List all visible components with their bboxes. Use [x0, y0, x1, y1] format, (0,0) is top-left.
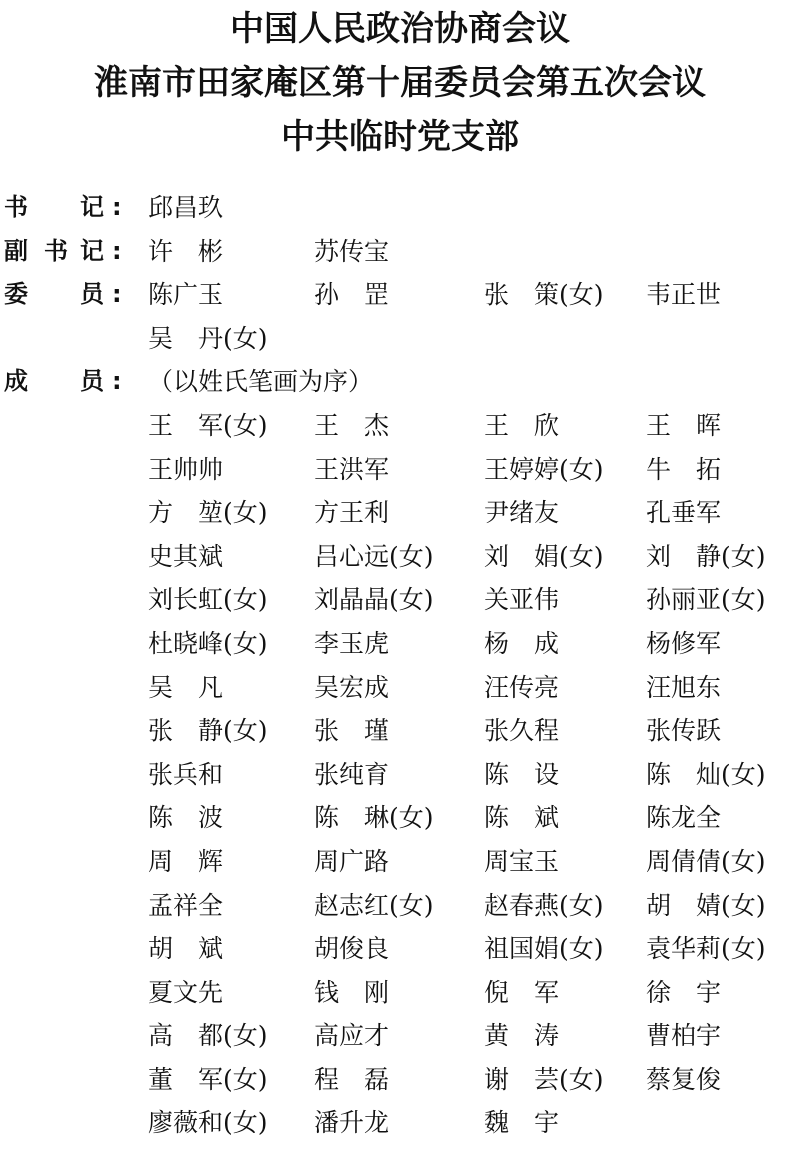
member-name: 孙 罡	[314, 280, 390, 310]
member-name: 陈 设	[484, 759, 560, 789]
member-name: 胡 斌	[148, 934, 224, 964]
member-name: 陈 斌	[484, 803, 560, 833]
members-row	[0, 884, 800, 928]
member-name: 孟祥全	[148, 890, 224, 920]
member-name: 赵春燕(女)	[484, 890, 604, 920]
members-label-char: 员	[80, 367, 104, 396]
deputy-secretary-label-char: :	[112, 236, 122, 265]
member-name: 李玉虎	[314, 628, 390, 658]
members-order-note: （以姓氏笔画为序）	[148, 367, 374, 397]
member-name: 苏传宝	[314, 236, 390, 266]
committee-label-char: 委	[4, 280, 28, 309]
member-name: 关亚伟	[484, 585, 560, 615]
member-name: 许 彬	[148, 236, 224, 266]
member-name: 胡俊良	[314, 934, 390, 964]
member-name: 赵志红(女)	[314, 890, 434, 920]
member-name: 邱昌玖	[148, 193, 224, 222]
member-name: 周广路	[314, 846, 390, 876]
member-name: 杜晓峰(女)	[148, 628, 268, 658]
member-name: 张 瑾	[314, 716, 390, 746]
member-name: 祖国娟(女)	[484, 934, 604, 964]
member-name: 王帅帅	[148, 454, 224, 484]
member-name: 王婷婷(女)	[484, 454, 604, 484]
member-name: 尹绪友	[484, 498, 560, 528]
member-name: 徐 宇	[646, 977, 722, 1007]
member-name: 曹柏宇	[646, 1021, 722, 1051]
member-name: 孙丽亚(女)	[646, 585, 766, 615]
member-name: 汪旭东	[646, 672, 722, 702]
members-row	[0, 578, 800, 622]
member-name: 牛 拓	[646, 454, 722, 484]
member-name: 张传跃	[646, 716, 722, 746]
members-row	[0, 448, 800, 492]
secretary-label-char: :	[112, 193, 122, 221]
members-row	[0, 753, 800, 797]
committee-row	[0, 273, 800, 317]
deputy-secretary-label-char: 记	[80, 236, 104, 265]
member-name: 汪传亮	[484, 672, 560, 702]
member-name: 钱 刚	[314, 977, 390, 1007]
title-line-1: 中国人民政治协商会议	[230, 9, 570, 49]
roster-list	[0, 186, 800, 1145]
members-row	[0, 796, 800, 840]
member-name: 董 军(女)	[148, 1064, 268, 1094]
committee-row	[0, 317, 800, 361]
member-name: 陈 琳(女)	[314, 803, 434, 833]
member-name: 张久程	[484, 716, 560, 746]
committee-label-char: 员	[80, 280, 104, 309]
committee-label-char: :	[112, 280, 122, 309]
member-name: 王洪军	[314, 454, 390, 484]
members-row	[0, 1058, 800, 1102]
member-name: 胡 婧(女)	[646, 890, 766, 920]
member-name: 周倩倩(女)	[646, 846, 766, 876]
members-row	[0, 535, 800, 579]
member-name: 史其斌	[148, 541, 224, 571]
member-name: 程 磊	[314, 1064, 390, 1094]
secretary-label-char: 书	[4, 193, 28, 221]
member-name: 廖薇和(女)	[148, 1108, 268, 1138]
members-row	[0, 491, 800, 535]
member-name: 黄 涛	[484, 1021, 560, 1051]
member-name: 刘 静(女)	[646, 541, 766, 571]
members-row	[0, 622, 800, 666]
member-name: 高 都(女)	[148, 1021, 268, 1051]
member-name: 魏 宇	[484, 1108, 560, 1138]
member-name: 王 杰	[314, 410, 390, 440]
title-line-2: 淮南市田家庵区第十届委员会第五次会议	[94, 63, 706, 103]
member-name: 吕心远(女)	[314, 541, 434, 571]
member-name: 蔡复俊	[646, 1064, 722, 1094]
member-name: 王 军(女)	[148, 410, 268, 440]
member-name: 王 晖	[646, 410, 722, 440]
member-name: 陈龙全	[646, 803, 722, 833]
members-row	[0, 927, 800, 971]
members-row	[0, 360, 800, 404]
members-row	[0, 840, 800, 884]
member-name: 高应才	[314, 1021, 390, 1051]
secretary-label-char: 记	[80, 193, 104, 221]
deputy-secretary-label-char: 副	[4, 236, 28, 265]
member-name: 杨修军	[646, 628, 722, 658]
member-name: 张 静(女)	[148, 716, 268, 746]
member-name: 杨 成	[484, 628, 560, 658]
member-name: 方王利	[314, 498, 390, 528]
member-name: 刘长虹(女)	[148, 585, 268, 615]
members-label-char: :	[112, 367, 122, 396]
member-name: 王 欣	[484, 410, 560, 440]
member-name: 周 辉	[148, 846, 224, 876]
member-name: 吴宏成	[314, 672, 390, 702]
deputy-secretary-row	[0, 230, 800, 274]
member-name: 潘升龙	[314, 1108, 390, 1138]
member-name: 张兵和	[148, 759, 224, 789]
member-name: 韦正世	[646, 280, 722, 310]
members-label-char: 成	[4, 367, 28, 396]
member-name: 陈 波	[148, 803, 224, 833]
members-row	[0, 1101, 800, 1145]
title-line-3: 中共临时党支部	[281, 117, 519, 157]
member-name: 方 堃(女)	[148, 498, 268, 528]
member-name: 张 策(女)	[484, 280, 604, 310]
members-row	[0, 971, 800, 1015]
member-name: 陈广玉	[148, 280, 224, 310]
member-name: 倪 军	[484, 977, 560, 1007]
secretary-row	[0, 186, 800, 230]
members-row	[0, 404, 800, 448]
member-name: 张纯育	[314, 759, 390, 789]
member-name: 吴 丹(女)	[148, 323, 268, 353]
member-name: 袁华莉(女)	[646, 934, 766, 964]
member-name: 夏文先	[148, 977, 224, 1007]
document-header	[0, 2, 800, 164]
member-name: 陈 灿(女)	[646, 759, 766, 789]
members-row	[0, 1014, 800, 1058]
members-row	[0, 666, 800, 710]
member-name: 孔垂军	[646, 498, 722, 528]
members-row	[0, 709, 800, 753]
member-name: 吴 凡	[148, 672, 224, 702]
deputy-secretary-label-char: 书	[44, 236, 68, 265]
member-name: 刘 娟(女)	[484, 541, 604, 571]
member-name: 刘晶晶(女)	[314, 585, 434, 615]
member-name: 谢 芸(女)	[484, 1064, 604, 1094]
member-name: 周宝玉	[484, 846, 560, 876]
